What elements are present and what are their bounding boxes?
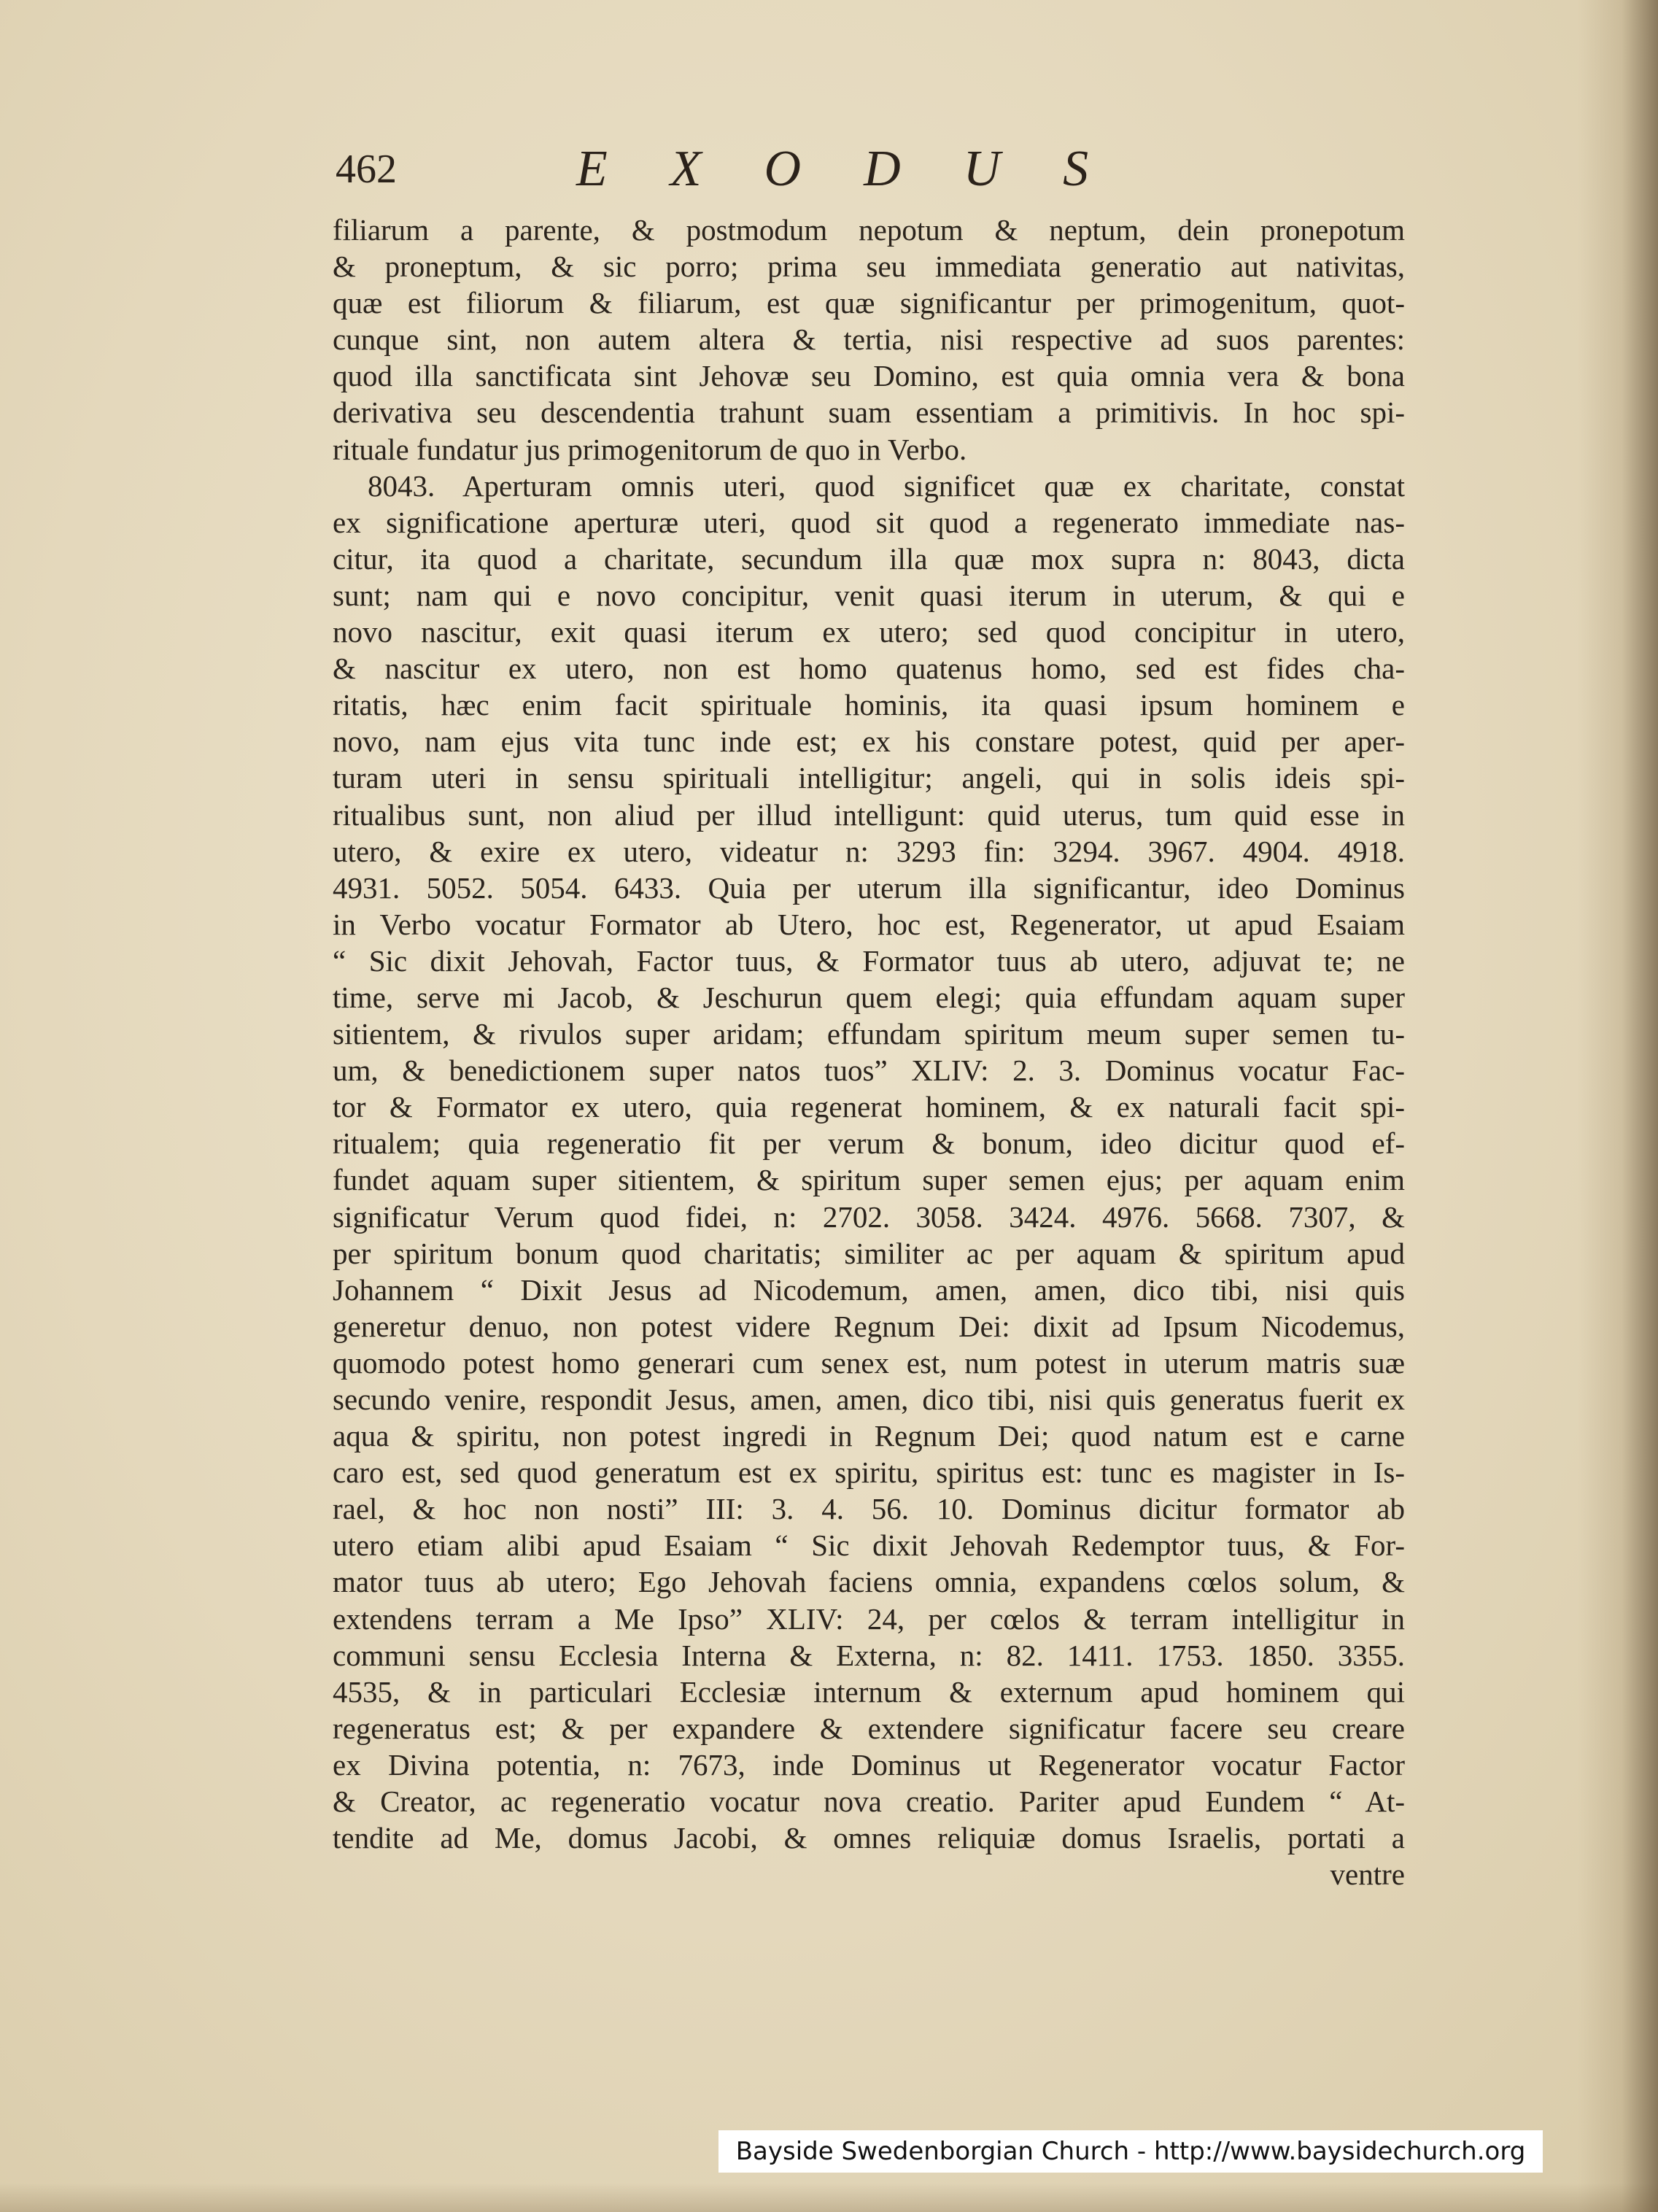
text-line: mator tuus ab utero; Ego Jehovah faciens omnia, expandens cœlos solum, & bbox=[333, 1565, 1405, 1599]
text-line: ex significatione aperturæ uteri, quod sit quod a regenerato immediate nas- bbox=[333, 505, 1405, 539]
text-line: quæ est filiorum & filiarum, est quæ significantur per primogenitum, quot- bbox=[333, 286, 1405, 320]
text-line: in Verbo vocatur Formator ab Utero, hoc est, Regenerator, ut apud Esaiam bbox=[333, 907, 1405, 941]
text-line: filiarum a parente, & postmodum nepotum & neptum, dein pronepotum bbox=[333, 213, 1405, 247]
text-line: time, serve mi Jacob, & Jeschurun quem elegi; quia effundam aquam super bbox=[333, 980, 1405, 1014]
text-line: quod illa sanctificata sint Jehovæ seu Domino, est quia omnia vera & bona bbox=[333, 359, 1405, 393]
spine-shadow bbox=[1578, 0, 1658, 2212]
page-number: 462 bbox=[336, 147, 397, 192]
text-line: rituale fundatur jus primogenitorum de quo in Verbo. bbox=[333, 432, 967, 466]
catchword: ventre bbox=[1330, 1857, 1405, 1892]
text-line: “ Sic dixit Jehovah, Factor tuus, & Formator tuus ab utero, adjuvat te; ne bbox=[333, 943, 1405, 978]
text-line: significatur Verum quod fidei, n: 2702. 3058. 3424. 4976. 5668. 7307, & bbox=[333, 1199, 1405, 1234]
text-line: fundet aquam super sitientem, & spiritum super semen ejus; per aquam enim bbox=[333, 1163, 1405, 1197]
text-line: extendens terram a Me Ipso” XLIV: 24, per cœlos & terram intelligitur in bbox=[333, 1601, 1405, 1636]
text-line: derivativa seu descendentia trahunt suam essentiam a primitivis. In hoc spi- bbox=[333, 395, 1405, 430]
text-line: & Creator, ac regeneratio vocatur nova creatio. Pariter apud Eundem “ At- bbox=[333, 1784, 1405, 1819]
text-line: ex Divina potentia, n: 7673, inde Dominus ut Regenerator vocatur Factor bbox=[333, 1747, 1405, 1782]
text-line: citur, ita quod a charitate, secundum illa quæ mox supra n: 8043, dicta bbox=[333, 541, 1405, 576]
text-line: caro est, sed quod generatum est ex spiritu, spiritus est: tunc es magister in Is- bbox=[333, 1455, 1405, 1490]
text-line: novo, nam ejus vita tunc inde est; ex his constare potest, quid per aper- bbox=[333, 724, 1405, 759]
text-line: sunt; nam qui e novo concipitur, venit quasi iterum in uterum, & qui e bbox=[333, 578, 1405, 612]
page-header bbox=[336, 140, 1401, 206]
text-line: & proneptum, & sic porro; prima seu immediata generatio aut nativitas, bbox=[333, 250, 1405, 284]
text-line: rael, & hoc non nosti” III: 3. 4. 56. 10. Dominus dicitur formator ab bbox=[333, 1492, 1405, 1526]
text-line: tor & Formator ex utero, quia regenerat hominem, & ex naturali facit spi- bbox=[333, 1090, 1405, 1124]
text-line: 4931. 5052. 5054. 6433. Quia per uterum illa significantur, ideo Dominus bbox=[333, 870, 1405, 905]
body-text bbox=[333, 212, 1405, 1892]
text-line: ritatis, hæc enim facit spirituale hominis, ita quasi ipsum hominem e bbox=[333, 688, 1405, 722]
text-line: novo nascitur, exit quasi iterum ex utero; sed quod concipitur in utero, bbox=[333, 615, 1405, 649]
text-line: ritualem; quia regeneratio fit per verum & bonum, ideo dicitur quod ef- bbox=[333, 1126, 1405, 1161]
text-line: regeneratus est; & per expandere & extendere significatur facere seu creare bbox=[333, 1711, 1405, 1745]
source-watermark: Bayside Swedenborgian Church - http://www.baysidechurch.org bbox=[718, 2130, 1543, 2173]
text-line: & nascitur ex utero, non est homo quatenus homo, sed est fides cha- bbox=[333, 651, 1405, 686]
text-line: Johannem “ Dixit Jesus ad Nicodemum, amen, amen, dico tibi, nisi quis bbox=[333, 1272, 1405, 1307]
text-line: quomodo potest homo generari cum senex est, num potest in uterum matris suæ bbox=[333, 1345, 1405, 1380]
text-line: cunque sint, non autem altera & tertia, nisi respective ad suos parentes: bbox=[333, 322, 1405, 357]
text-line: utero, & exire ex utero, videatur n: 3293 fin: 3294. 3967. 4904. 4918. bbox=[333, 834, 1405, 868]
paragraph-start-line: 8043. Aperturam omnis uteri, quod significet quæ ex charitate, constat bbox=[368, 468, 1405, 503]
text-line: per spiritum bonum quod charitatis; similiter ac per aquam & spiritum apud bbox=[333, 1236, 1405, 1270]
text-line: tendite ad Me, domus Jacobi, & omnes reliquiæ domus Israelis, portati a bbox=[333, 1821, 1405, 1855]
text-line: generetur denuo, non potest videre Regnum Dei: dixit ad Ipsum Nicodemus, bbox=[333, 1309, 1405, 1343]
text-line: communi sensu Ecclesia Interna & Externa, n: 82. 1411. 1753. 1850. 3355. bbox=[333, 1638, 1405, 1672]
running-title: EXODUS bbox=[576, 141, 1152, 197]
text-line: 4535, & in particulari Ecclesiæ internum & externum apud hominem qui bbox=[333, 1674, 1405, 1709]
page-edge-shadow bbox=[0, 2183, 1658, 2212]
text-line: utero etiam alibi apud Esaiam “ Sic dixit Jehovah Redemptor tuus, & For- bbox=[333, 1528, 1405, 1563]
text-line: turam uteri in sensu spirituali intelligitur; angeli, qui in solis ideis spi- bbox=[333, 761, 1405, 795]
text-line: ritualibus sunt, non aliud per illud intelligunt: quid uterus, tum quid esse in bbox=[333, 797, 1405, 832]
text-line: um, & benedictionem super natos tuos” XLIV: 2. 3. Dominus vocatur Fac- bbox=[333, 1053, 1405, 1088]
text-line: secundo venire, respondit Jesus, amen, amen, dico tibi, nisi quis generatus fuerit ex bbox=[333, 1382, 1405, 1416]
text-line: aqua & spiritu, non potest ingredi in Regnum Dei; quod natum est e carne bbox=[333, 1419, 1405, 1453]
text-line: sitientem, & rivulos super aridam; effundam spiritum meum super semen tu- bbox=[333, 1017, 1405, 1051]
